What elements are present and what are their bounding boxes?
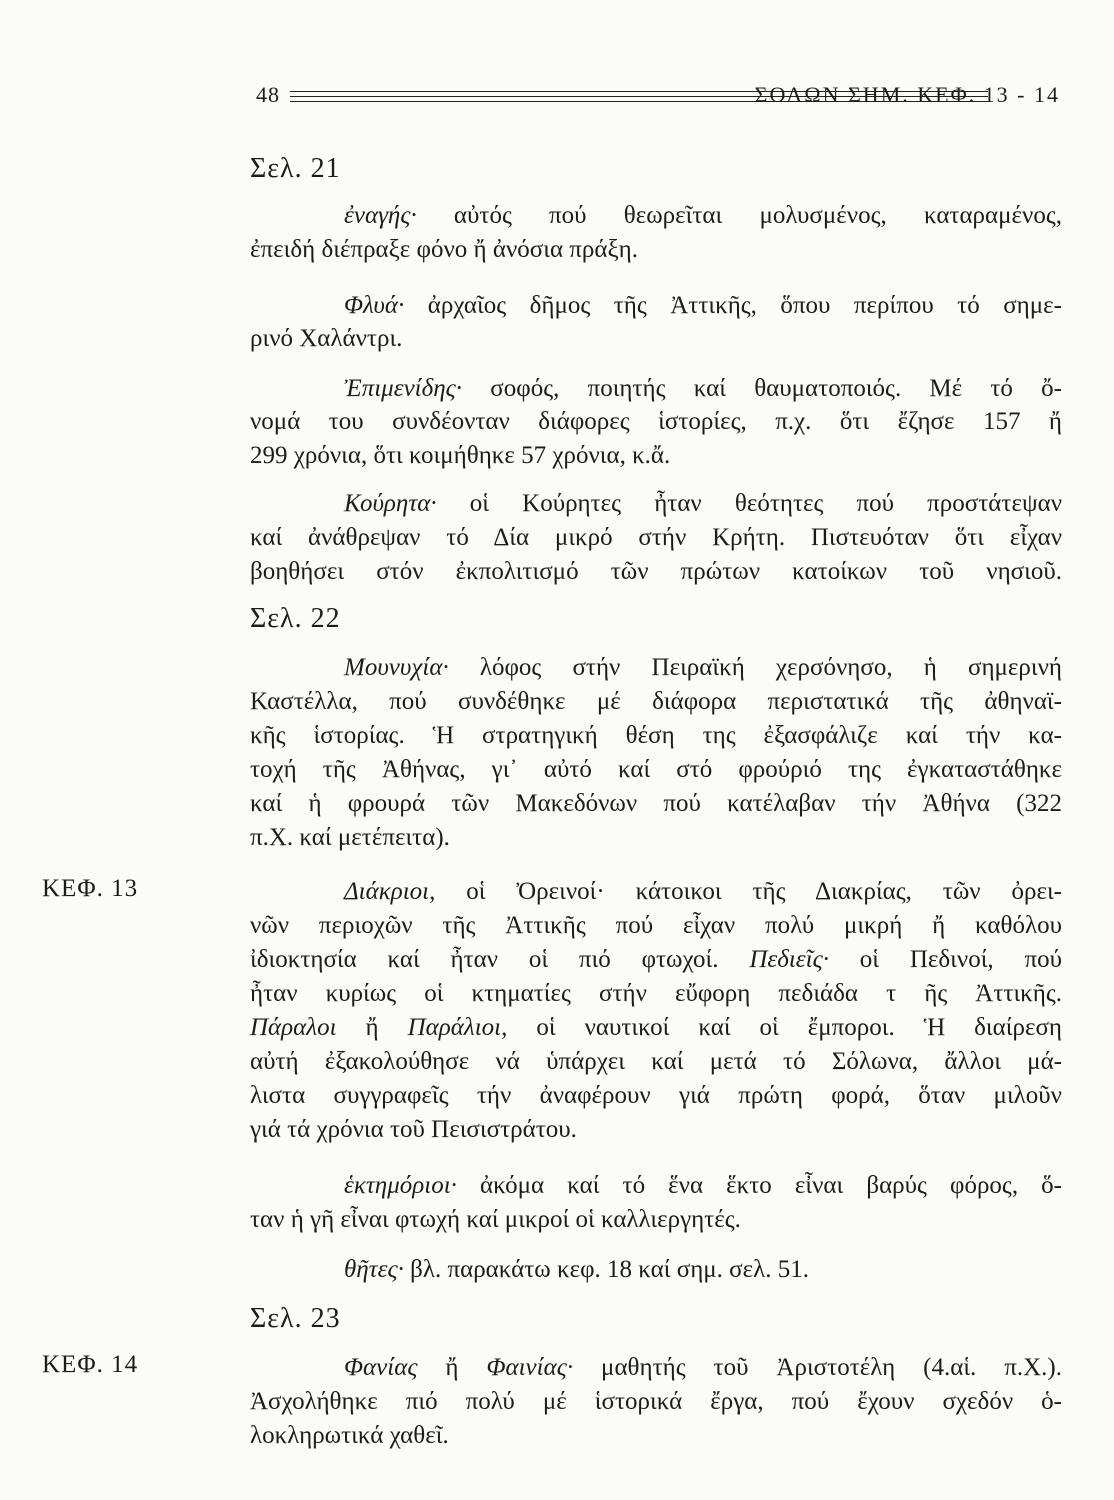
- margin-note-kef-13: ΚΕΦ. 13: [42, 875, 139, 902]
- entry-term: ἐναγής·: [344, 202, 417, 229]
- entry-term: ἑκτημόριοι·: [344, 1172, 457, 1199]
- section-heading-22: Σελ. 22: [250, 603, 341, 634]
- entry-line: καί ἀνάθρεψαν τό Δία μικρό στήν Κρήτη. Πιστευόταν ὅτι εἶχαν: [250, 524, 1062, 551]
- entry-line: Φλυά· ἀρχαῖος δῆμος τῆς Ἀττικῆς, ὅπου περίπου τό σημε-: [344, 292, 1062, 319]
- entry-line: νομά του συνδέονταν διάφορες ἱστορίες, π.χ. ὅτι ἔζησε 157 ἤ: [250, 408, 1062, 435]
- entry-line: Ἐπιμενίδης· σοφός, ποιητής καί θαυματοποιός. Μέ τό ὄ-: [344, 375, 1062, 402]
- entry-line: ἑκτημόριοι· ἀκόμα καί τό ἕνα ἕκτο εἶναι βαρύς φόρος, ὅ-: [344, 1172, 1062, 1199]
- entry-line: π.Χ. καί μετέπειτα).: [250, 824, 450, 851]
- entry-line: Πάραλοι ἤ Παράλιοι, οἱ ναυτικοί καί οἱ ἔμποροι. Ἡ διαίρεση: [250, 1014, 1063, 1041]
- entry-line: ἰδιοκτησία καί ἦταν οἱ πιό φτωχοί. Πεδιεῖς· οἱ Πεδινοί, πού: [250, 946, 1062, 973]
- entry-line: Κούρητα· οἱ Κούρητες ἦταν θεότητες πού προστάτεψαν: [344, 490, 1062, 517]
- entry-term: Διάκριοι,: [344, 878, 436, 905]
- margin-note-kef-14: ΚΕΦ. 14: [42, 1351, 139, 1378]
- running-title: ΣΟΛΩΝ ΣΗΜ. ΚΕΦ. 13 - 14: [754, 82, 1060, 107]
- entry-term: Ἐπιμενίδης·: [344, 375, 463, 402]
- entry-line: κῆς ἱστορίας. Ἡ στρατηγική θέση της ἐξασφάλιζε καί τήν κα-: [250, 722, 1062, 749]
- entry-line: αὐτή ἐξακολούθησε νά ὑπάρχει καί μετά τό Σόλωνα, ἄλλοι μά-: [250, 1048, 1062, 1075]
- entry-term: θῆτες·: [344, 1256, 404, 1283]
- entry-term: Παράλιοι,: [407, 1014, 508, 1041]
- entry-line: θῆτες· βλ. παρακάτω κεφ. 18 καί σημ. σελ. 51.: [344, 1256, 810, 1283]
- entry-line: γιά τά χρόνια τοῦ Πεισιστράτου.: [250, 1116, 577, 1143]
- entry-line: ἐπειδή διέπραξε φόνο ἤ ἀνόσια πράξη.: [250, 236, 638, 263]
- entry-line: λοκληρωτικά χαθεῖ.: [250, 1422, 449, 1449]
- entry-term: Φαινίας·: [486, 1354, 574, 1381]
- entry-line: ταν ἡ γῆ εἶναι φτωχή καί μικροί οἱ καλλιεργητές.: [250, 1206, 741, 1233]
- entry-line: 299 χρόνια, ὅτι κοιμήθηκε 57 χρόνια, κ.ἄ.: [250, 442, 671, 469]
- entry-line: ἦταν κυρίως οἱ κτηματίες στήν εὔφορη πεδιάδα τ ῆς Ἀττικῆς.: [250, 980, 1062, 1007]
- entry-line: καί ἡ φρουρά τῶν Μακεδόνων πού κατέλαβαν τήν Ἀθήνα (322: [250, 790, 1062, 817]
- page-number: 48: [256, 82, 280, 107]
- entry-line: Διάκριοι, οἱ Ὀρεινοί· κάτοικοι τῆς Διακρίας, τῶν ὀρει-: [344, 878, 1062, 905]
- entry-line: Φανίας ἤ Φαινίας· μαθητής τοῦ Ἀριστοτέλη (4.αἱ. π.Χ.).: [344, 1354, 1063, 1381]
- page-header: [252, 82, 1062, 112]
- entry-line: Καστέλλα, πού συνδέθηκε μέ διάφορα περιστατικά τῆς ἀθηναϊ-: [250, 688, 1062, 715]
- entry-term: Πεδιεῖς·: [749, 946, 829, 973]
- section-heading-21: Σελ. 21: [250, 153, 341, 184]
- entry-line: Ἀσχολήθηκε πιό πολύ μέ ἱστορικά ἔργα, πού ἔχουν σχεδόν ὁ-: [250, 1388, 1062, 1415]
- entry-line: νῶν περιοχῶν τῆς Ἀττικῆς πού εἶχαν πολύ μικρή ἤ καθόλου: [250, 912, 1062, 939]
- entry-line: ἐναγής· αὐτός πού θεωρεῖται μολυσμένος, καταραμένος,: [344, 202, 1062, 229]
- section-heading-23: Σελ. 23: [250, 1303, 341, 1334]
- entry-term: Φλυά·: [344, 292, 405, 319]
- entry-line: ρινό Χαλάντρι.: [250, 325, 403, 352]
- entry-term: Φανίας: [344, 1354, 418, 1381]
- entry-term: Μουνυχία·: [344, 654, 449, 681]
- entry-line: τοχή τῆς Ἀθήνας, γι᾿ αὐτό καί στό φρούριό της ἐγκαταστάθηκε: [250, 756, 1062, 783]
- entry-line: Μουνυχία· λόφος στήν Πειραϊκή χερσόνησο, ἡ σημερινή: [344, 654, 1062, 681]
- entry-line: λιστα συγγραφεῖς τήν ἀναφέρουν γιά πρώτη φορά, ὅταν μιλοῦν: [250, 1082, 1062, 1109]
- entry-term: Πάραλοι: [250, 1014, 337, 1041]
- entry-line: βοηθήσει στόν ἐκπολιτισμό τῶν πρώτων κατοίκων τοῦ νησιοῦ.: [250, 558, 1062, 585]
- entry-term: Κούρητα·: [344, 490, 437, 517]
